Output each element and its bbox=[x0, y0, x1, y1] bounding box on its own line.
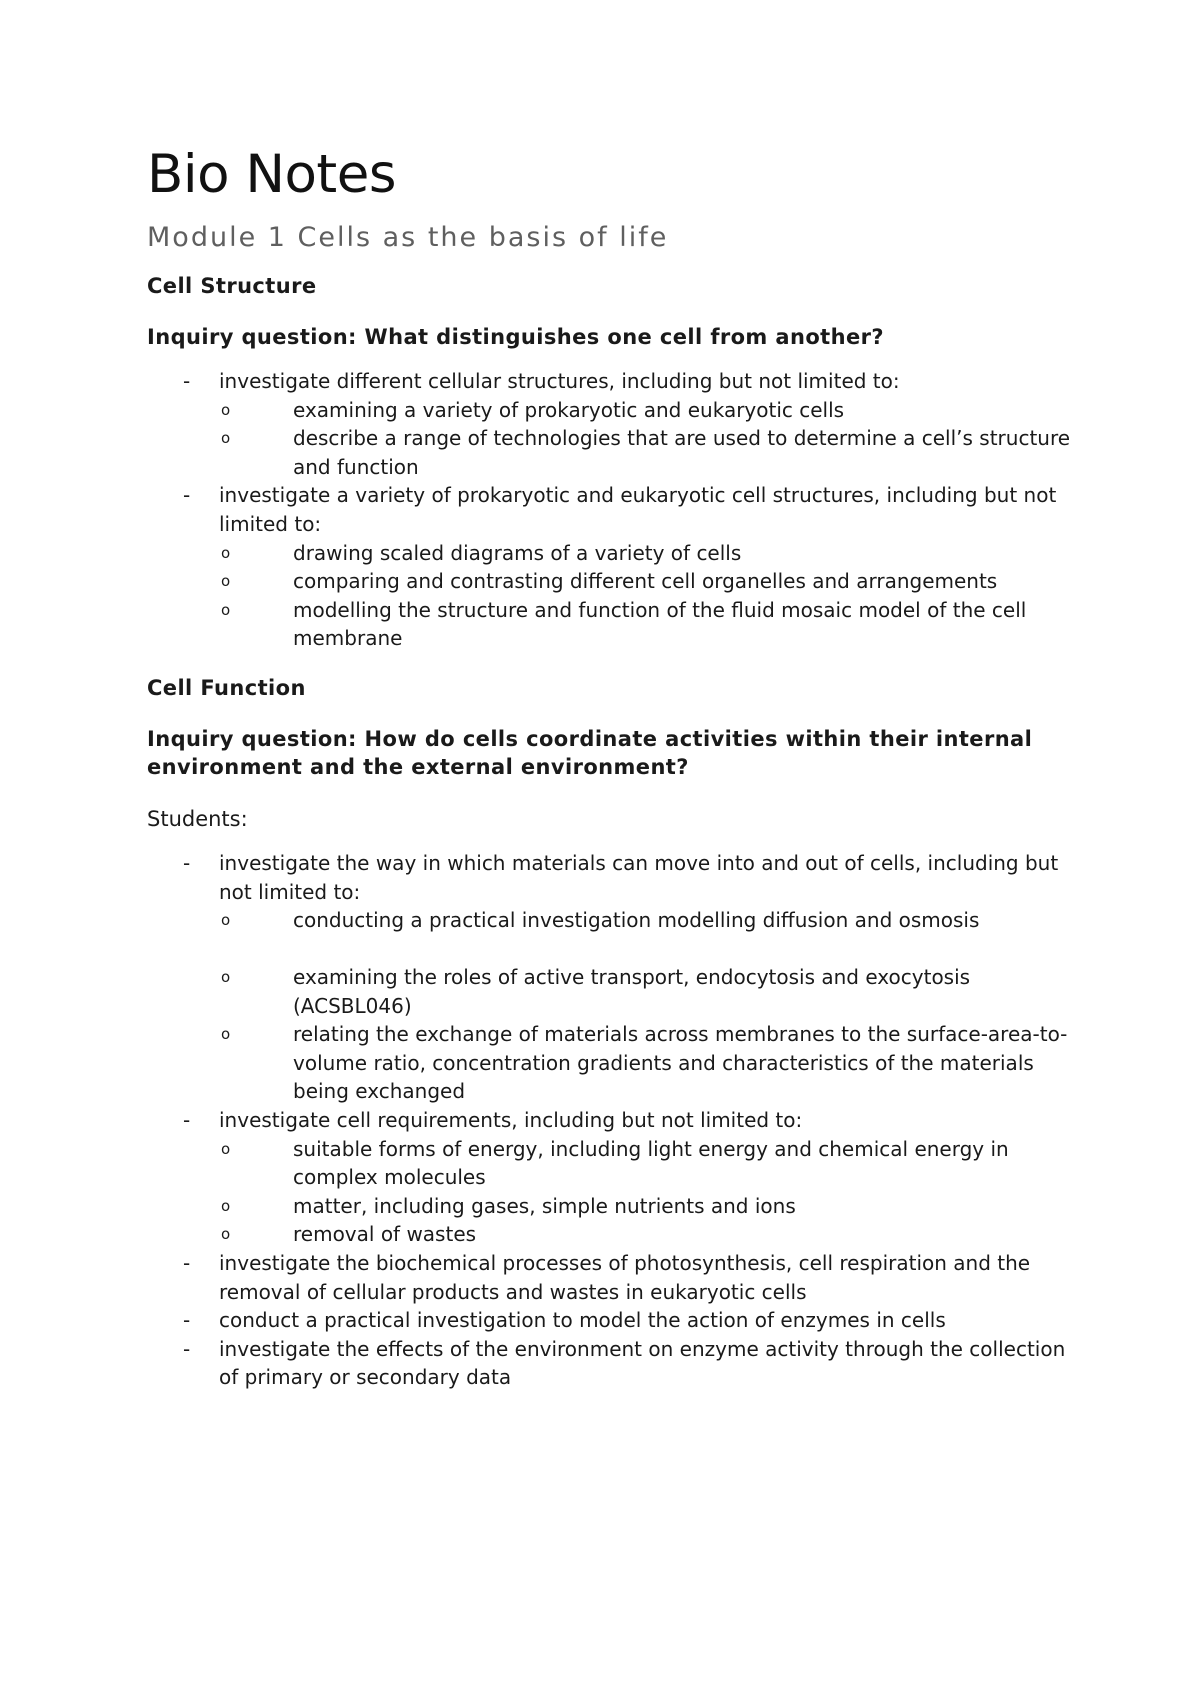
section-cell-function bbox=[147, 675, 1077, 1392]
dash-bullet: - bbox=[183, 483, 191, 508]
sub-list-item-text: matter, including gases, simple nutrients and ions bbox=[293, 1193, 796, 1218]
list-item bbox=[147, 1249, 1077, 1306]
list-item bbox=[147, 849, 1077, 1106]
list-item-text: investigate a variety of prokaryotic and eukaryotic cell structures, including but not limited to: bbox=[219, 483, 1057, 536]
document-page bbox=[147, 144, 1077, 1392]
sub-list-item bbox=[219, 1020, 1077, 1106]
sub-list bbox=[219, 396, 1077, 482]
sub-list-item bbox=[219, 596, 1077, 653]
sub-list-item bbox=[219, 1192, 1077, 1221]
sub-list bbox=[219, 539, 1077, 653]
list-item-text: investigate the way in which materials can move into and out of cells, including but not limited to: bbox=[219, 851, 1059, 904]
circle-bullet: o bbox=[221, 1139, 231, 1158]
circle-bullet: o bbox=[221, 1196, 231, 1215]
sub-list-item-text: drawing scaled diagrams of a variety of cells bbox=[293, 540, 742, 565]
list-item bbox=[147, 1335, 1077, 1392]
list-item-text: investigate the effects of the environment on enzyme activity through the collection of primary or secondary data bbox=[219, 1336, 1066, 1390]
sub-list-item-text: examining a variety of prokaryotic and eukaryotic cells bbox=[293, 397, 845, 422]
circle-bullet: o bbox=[221, 400, 231, 419]
inquiry-question: Inquiry question: How do cells coordinate activities within their internal environment and the external environment? bbox=[147, 727, 1033, 780]
sub-list-item bbox=[219, 567, 1077, 596]
module-subtitle: Module 1 Cells as the basis of life bbox=[147, 222, 669, 253]
circle-bullet: o bbox=[221, 543, 231, 562]
list-item bbox=[147, 1106, 1077, 1249]
empty-line bbox=[293, 935, 1077, 963]
sub-list-item bbox=[219, 1220, 1077, 1249]
section-cell-structure bbox=[147, 273, 1077, 653]
list-item-text: investigate cell requirements, including but not limited to: bbox=[219, 1107, 803, 1132]
sub-list-item bbox=[219, 1135, 1077, 1192]
list-item-text: investigate different cellular structures, including but not limited to: bbox=[219, 368, 900, 393]
dash-bullet: - bbox=[183, 1336, 191, 1361]
list-item bbox=[147, 1306, 1077, 1335]
sub-list-item-text: removal of wastes bbox=[293, 1222, 477, 1247]
dash-bullet: - bbox=[183, 851, 191, 876]
inquiry-question: Inquiry question: What distinguishes one cell from another? bbox=[147, 324, 884, 349]
circle-bullet: o bbox=[221, 968, 231, 986]
circle-bullet: o bbox=[221, 1225, 231, 1244]
dash-bullet: - bbox=[183, 1250, 191, 1275]
sub-list-item bbox=[219, 424, 1077, 481]
circle-bullet: o bbox=[221, 911, 231, 930]
sub-list-item-text: examining the roles of active transport, endocytosis and exocytosis (ACSBL046) bbox=[293, 965, 971, 1018]
outcome-list bbox=[147, 367, 1077, 653]
sub-list-item bbox=[219, 396, 1077, 425]
circle-bullet: o bbox=[221, 572, 231, 591]
document-title: Bio Notes bbox=[147, 144, 396, 205]
sub-list-item-text: suitable forms of energy, including light energy and chemical energy in complex molecules bbox=[293, 1136, 1009, 1190]
sub-list-item-text: relating the exchange of materials across membranes to the surface-area-to-volume ratio, concentration gradients and characteristics of the materials being exchanged bbox=[293, 1022, 1068, 1104]
circle-bullet: o bbox=[221, 429, 231, 448]
list-item-text: conduct a practical investigation to model the action of enzymes in cells bbox=[219, 1308, 946, 1333]
list-item bbox=[147, 367, 1077, 481]
sub-list-item-text: comparing and contrasting different cell organelles and arrangements bbox=[293, 569, 998, 594]
dash-bullet: - bbox=[183, 368, 191, 393]
dash-bullet: - bbox=[183, 1308, 191, 1333]
sub-list-item bbox=[219, 539, 1077, 568]
circle-bullet: o bbox=[221, 1025, 231, 1044]
sub-list-item-text: describe a range of technologies that are used to determine a cell’s structure and function bbox=[293, 426, 1071, 479]
sub-list-item bbox=[219, 963, 1077, 1020]
sub-list-item-text: conducting a practical investigation modelling diffusion and osmosis bbox=[293, 908, 980, 933]
circle-bullet: o bbox=[221, 600, 231, 619]
sub-list bbox=[219, 1135, 1077, 1249]
section-heading: Cell Structure bbox=[147, 273, 317, 298]
sub-list-item bbox=[219, 906, 1077, 963]
list-item-text: investigate the biochemical processes of photosynthesis, cell respiration and the removal of cellular products and wastes in eukaryotic cells bbox=[219, 1250, 1031, 1304]
outcome-list bbox=[147, 849, 1077, 1392]
sub-list bbox=[219, 906, 1077, 1106]
students-label: Students: bbox=[147, 807, 248, 832]
dash-bullet: - bbox=[183, 1107, 191, 1132]
section-heading: Cell Function bbox=[147, 675, 306, 700]
sub-list-item-text: modelling the structure and function of the fluid mosaic model of the cell membrane bbox=[293, 597, 1027, 651]
list-item bbox=[147, 481, 1077, 653]
